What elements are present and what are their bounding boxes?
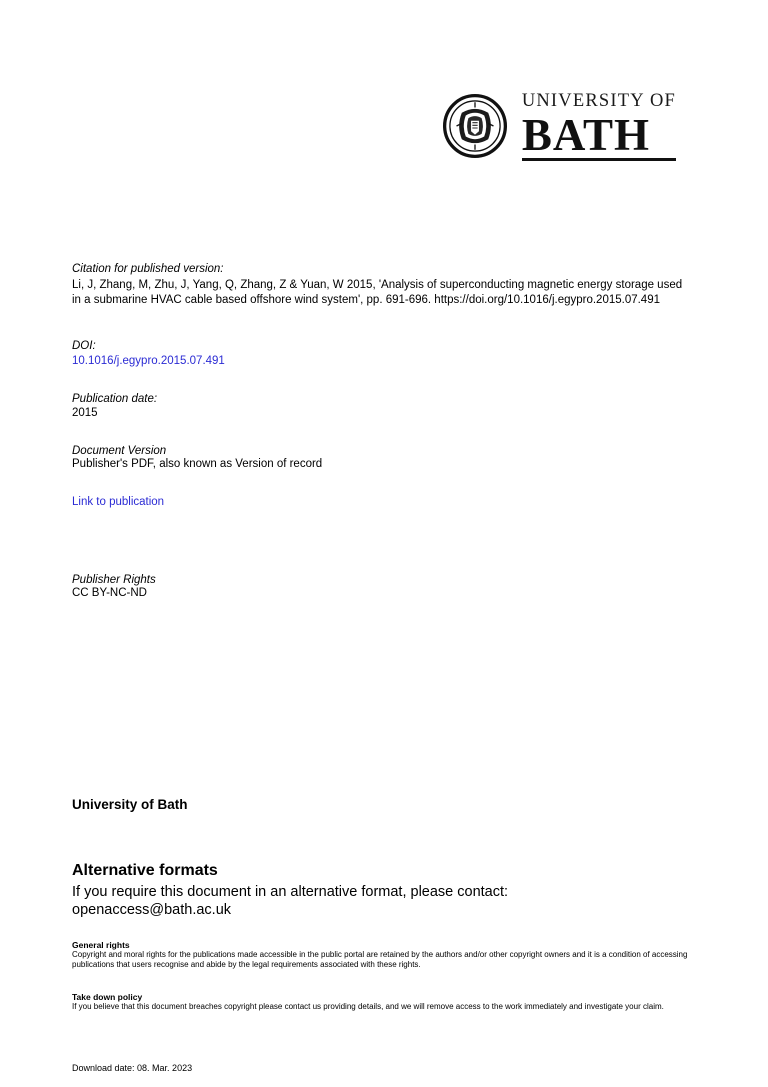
university-logo [442, 92, 676, 161]
citation-block [72, 262, 692, 308]
link-to-publication[interactable]: Link to publication [72, 496, 165, 508]
general-rights-title: General rights [72, 940, 130, 950]
doi-label: DOI: [72, 340, 96, 352]
citation-label: Citation for published version: [72, 263, 224, 275]
download-date: Download date: 08. Mar. 2023 [72, 1063, 193, 1073]
takedown-policy-title: Take down policy [72, 992, 143, 1002]
publisher-rights-value: CC BY-NC-ND [72, 587, 147, 599]
doi-link[interactable]: 10.1016/j.egypro.2015.07.491 [72, 355, 225, 367]
institution-name: University of Bath [72, 797, 188, 812]
alternative-formats-email[interactable]: openaccess@bath.ac.uk [72, 902, 232, 918]
wordmark-line-bath: BATH [522, 113, 676, 161]
document-version-value: Publisher's PDF, also known as Version of record [72, 458, 323, 470]
publication-date-value: 2015 [72, 407, 98, 419]
takedown-policy-body: If you believe that this document breaches copyright please contact us providing details, and we will remove access to the work immediately and investigate your claim. [72, 1002, 664, 1011]
document-version-label: Document Version [72, 445, 167, 457]
alternative-formats-text: If you require this document in an alternative format, please contact: [72, 884, 509, 900]
publication-date-label: Publication date: [72, 393, 158, 405]
general-rights-body: Copyright and moral rights for the publications made accessible in the public portal are retained by the authors and/or other copyright owners and it is a condition of accessing publications that users recognise and abide by the legal requirements associated with these rights. [72, 950, 688, 970]
wordmark-line-university: UNIVERSITY OF [521, 91, 676, 111]
university-wordmark [522, 92, 676, 161]
alternative-formats-heading: Alternative formats [72, 862, 218, 879]
university-crest-icon [442, 93, 508, 159]
publisher-rights-label: Publisher Rights [72, 574, 156, 586]
citation-text: Li, J, Zhang, M, Zhu, J, Yang, Q, Zhang, Z & Yuan, W 2015, 'Analysis of superconducting magnetic energy storage used in a submarine HVAC cable based offshore wind system', pp. 691-696. https://doi.org/10.1016/j.egypro.2015.07.491 [72, 278, 683, 306]
